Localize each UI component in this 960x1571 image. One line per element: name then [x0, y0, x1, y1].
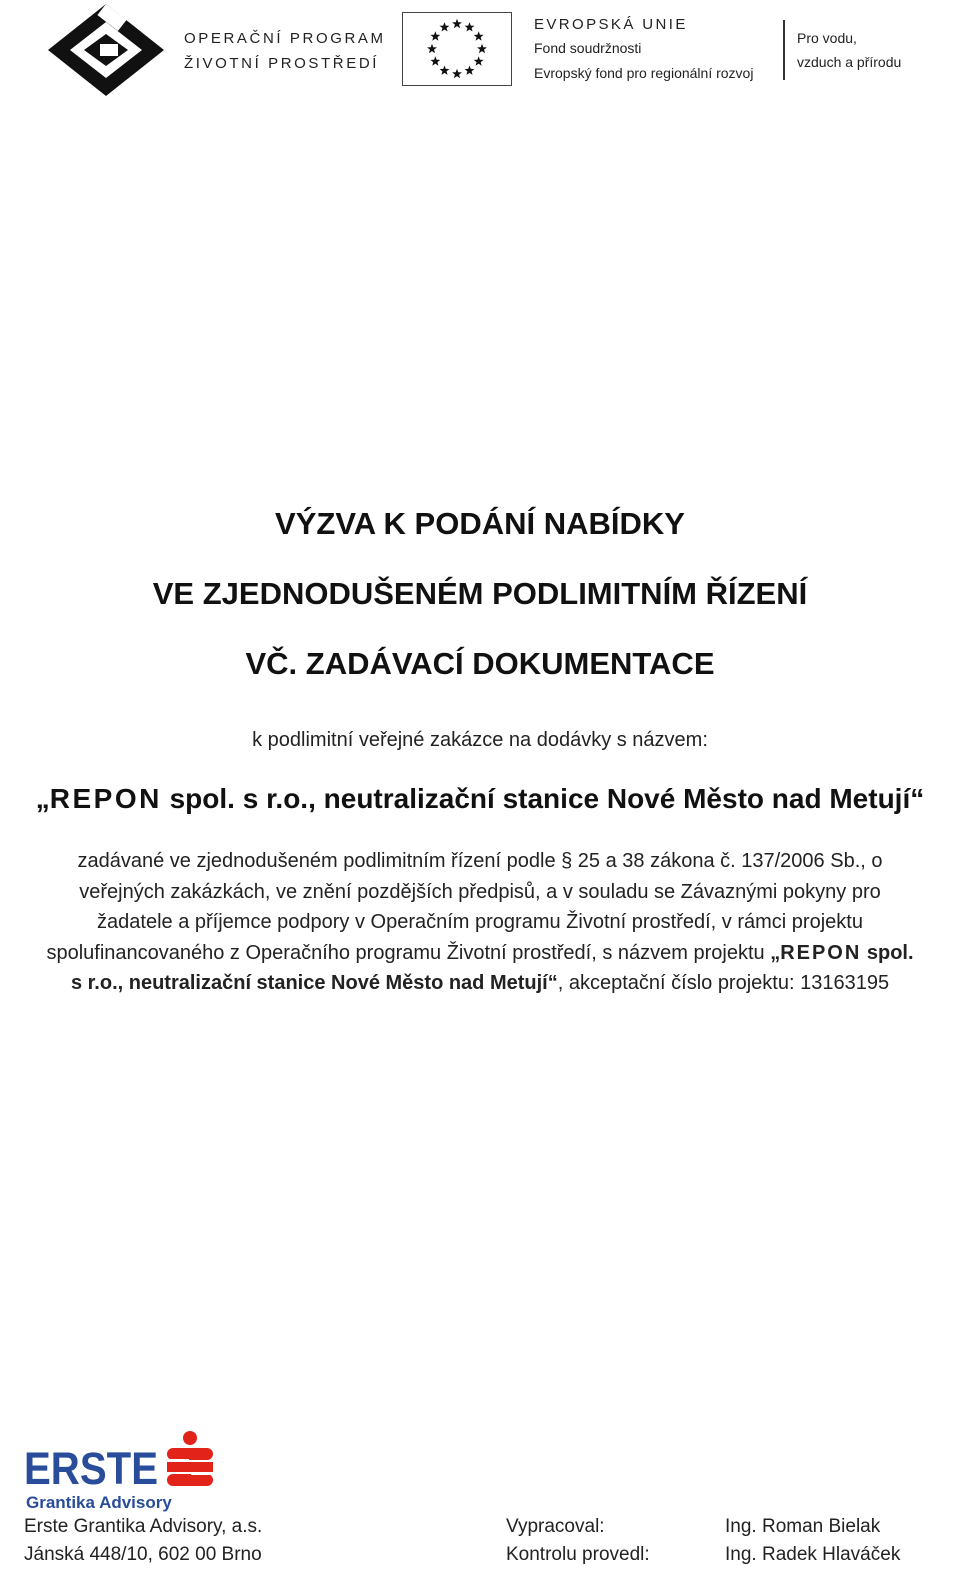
eu-star-icon: [474, 56, 484, 65]
eu-star-icon: [452, 69, 462, 78]
paragraph-line-4: [0, 938, 960, 969]
paragraph-line-2: veřejných zakázkách, ve znění pozdějších předpisů, a v souladu se Závaznými pokyny pro: [79, 880, 881, 903]
eu-fund-1: Fond soudržnosti: [534, 40, 642, 56]
description-paragraph: [0, 846, 960, 999]
paragraph-line-3: žadatele a příjemce podpory v Operačním programu Životní prostředí, v rámci projektu: [97, 911, 863, 933]
project-name: [0, 783, 960, 815]
slogan-line-1: Pro vodu,: [797, 30, 857, 46]
project-name-open-quote: „: [35, 783, 50, 814]
responsibility-names: [725, 1513, 900, 1569]
paragraph-line-5-plain: , akceptační číslo projektu: 13163195: [557, 972, 890, 994]
eu-star-icon: [452, 19, 462, 28]
erste-logo-text: ERSTE: [24, 1443, 158, 1492]
subtitle: k podlimitní veřejné zakázce na dodávky s názvem:: [252, 729, 708, 751]
eu-star-icon: [430, 56, 440, 65]
project-name-repon: REPON: [49, 783, 162, 814]
checked-by: Ing. Radek Hlaváček: [725, 1544, 901, 1565]
title-line-3: VČ. ZADÁVACÍ DOKUMENTACE: [245, 646, 715, 681]
eu-star-icon: [427, 44, 437, 53]
company-info: [24, 1513, 262, 1569]
opzp-logo: [48, 4, 164, 96]
opzp-line-2: ŽIVOTNÍ PROSTŘEDÍ: [184, 55, 380, 72]
eu-star-icon: [430, 31, 440, 40]
eu-fund-2: Evropský fond pro regionální rozvoj: [534, 65, 754, 81]
checked-label: Kontrolu provedl:: [506, 1544, 650, 1565]
eu-funding-info: [534, 14, 753, 86]
eu-star-icon: [440, 22, 450, 31]
responsibility-labels: [506, 1513, 650, 1569]
title-line-1: VÝZVA K PODÁNÍ NABÍDKY: [275, 506, 685, 541]
prepared-by: Ing. Roman Bielak: [725, 1516, 881, 1537]
paragraph-line-4-open-quote: „: [770, 941, 781, 964]
paragraph-line-4-plain: spolufinancovaného z Operačního programu Životní prostředí, s názvem projektu: [46, 941, 771, 964]
eu-title: EVROPSKÁ UNIE: [534, 16, 688, 33]
opzp-line-1: OPERAČNÍ PROGRAM: [184, 30, 386, 47]
eu-star-icon: [477, 44, 487, 53]
eu-star-icon: [440, 65, 450, 74]
paragraph-line-1: zadávané ve zjednodušeném podlimitním řízení podle § 25 a 38 zákona č. 137/2006 Sb., o: [77, 850, 883, 872]
grantika-label: Grantika Advisory: [26, 1493, 172, 1512]
erste-logo: [24, 1430, 216, 1492]
paragraph-line-4-repon: REPON: [780, 941, 862, 964]
eu-star-icon: [474, 31, 484, 40]
company-address: Jánská 448/10, 602 00 Brno: [24, 1544, 262, 1565]
company-name: Erste Grantika Advisory, a.s.: [24, 1516, 263, 1537]
eu-star-icon: [465, 22, 475, 31]
title-line-2: VE ZJEDNODUŠENÉM PODLIMITNÍM ŘÍZENÍ: [152, 576, 808, 611]
slogan-line-2: vzduch a přírodu: [797, 54, 902, 70]
header-divider: [783, 20, 785, 80]
prepared-label: Vypracoval:: [506, 1516, 605, 1537]
opzp-program-name: [184, 26, 386, 76]
paragraph-line-5: [0, 968, 960, 999]
project-name-rest: spol. s r.o., neutralizační stanice Nové Město nad Metují“: [161, 783, 925, 814]
paragraph-line-5-bold: s r.o., neutralizační stanice Nové Město nad Metují“: [70, 972, 558, 994]
eu-flag: [402, 12, 512, 86]
eu-star-icon: [465, 65, 475, 74]
slogan: [797, 26, 901, 74]
paragraph-line-4-bold-rest: spol.: [861, 941, 914, 964]
